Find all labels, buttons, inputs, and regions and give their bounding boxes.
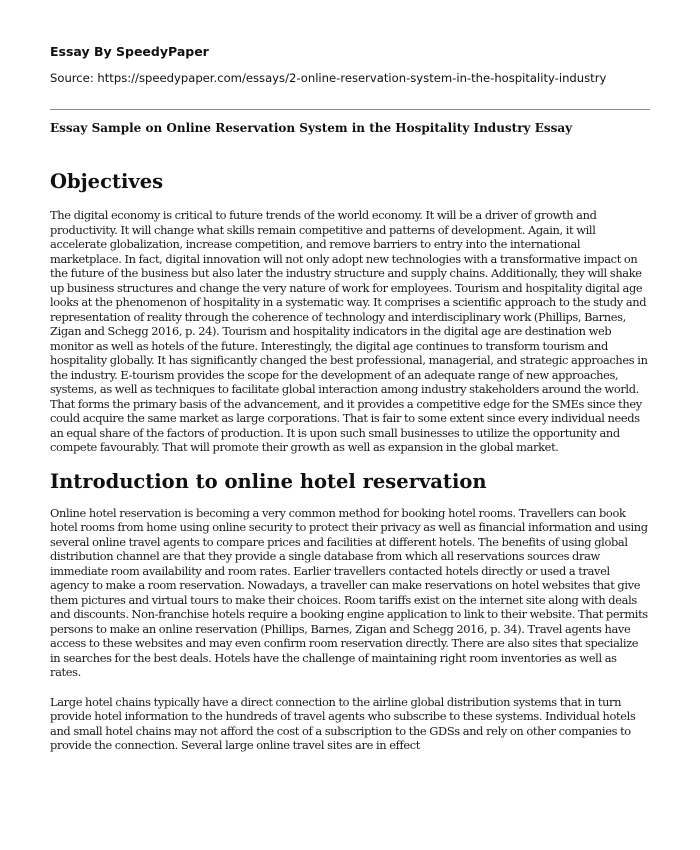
introduction-paragraph-1: Online hotel reservation is becoming a very common method for booking hotel rooms. Travellers can book hotel rooms from home using online security to protect their privacy as well as financial information and using several online travel agents to compare prices and facilities at different hotels. The benefits of using global distribution channel are that they provide a single database from which all reservations sources draw immediate room availability and room rates. Earlier travellers contacted hotels directly or used a travel agency to make a room reservation. Nowadays, a traveller can make reservations on hotel websites that give them pictures and virtual tours to make their choices. Room tariffs exist on the internet site along with deals and discounts. Non-franchise hotels require a booking engine application to link to their website. That permits persons to make an online reservation (Phillips, Barnes, Zigan and Schegg 2016, p. 34). Travel agents have access to these websites and may even confirm room reservation directly. There are also sites that specialize in searches for the best deals. Hotels have the challenge of maintaining right room inventories as well as rates. [50,505,648,679]
essay-title: Essay Sample on Online Reservation System in the Hospitality Industry Essay [50,121,573,135]
header-divider [50,109,650,110]
brand-title: Essay By SpeedyPaper [50,44,209,59]
section-heading-introduction: Introduction to online hotel reservation [50,469,487,493]
introduction-paragraph-2: Large hotel chains typically have a direct connection to the airline global distribution systems that in turn provide hotel information to the hundreds of travel agents who subscribe to these systems. Individual hotels and small hotel chains may not afford the cost of a subscription to the GDSs and rely on other companies to provide the connection. Several large online travel sites are in effect [50,694,636,752]
section-heading-objectives: Objectives [50,170,164,193]
essay-body [50,166,650,753]
source-line: Source: https://speedypaper.com/essays/2-online-reservation-system-in-the-hospitality-industry [50,71,607,85]
objectives-paragraph: The digital economy is critical to future trends of the world economy. It will be a driver of growth and productivity. It will change what skills remain competitive and patterns of development. Again, it will accelerate globalization, increase competition, and remove barriers to entry into the international marketplace. In fact, digital innovation will not only adopt new technologies with a transformative impact on the future of the business but also later the industry structure and supply chains. Additionally, they will shake up business structures and change the very nature of work for employees. Tourism and hospitality digital age looks at the phenomenon of hospitality in a systematic way. It comprises a scientific approach to the study and representation of reality through the coherence of technology and interdisciplinary work (Phillips, Barnes, Zigan and Schegg 2016, p. 24). Tourism and hospitality indicators in the digital age are destination web monitor as well as hotels of the future. Interestingly, the digital age continues to transform tourism and hospitality globally. It has significantly changed the best professional, managerial, and strategic approaches in the industry. E-tourism provides the scope for the development of an adequate range of new approaches, systems, as well as techniques to facilitate global interaction among industry stakeholders around the world. That forms the primary basis of the advancement, and it provides a competitive edge for the SMEs since they could acquire the same market as large corporations. That is fair to some extent since every individual needs an equal share of the factors of production. It is upon such small businesses to utilize the opportunity and compete favourably. That will promote their growth as well as expansion in the global market. [50,208,648,454]
